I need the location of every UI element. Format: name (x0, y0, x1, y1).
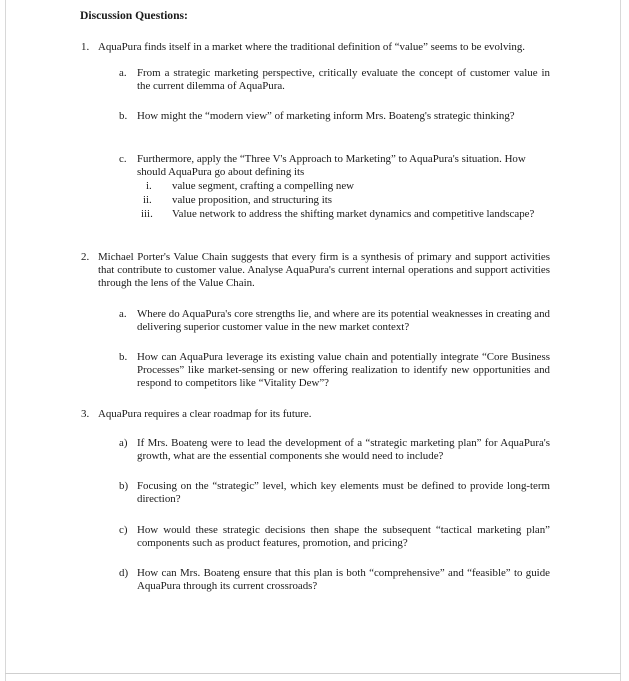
question-1c-iii-label: iii. (141, 208, 153, 220)
question-1c-text: Furthermore, apply the “Three V's Approach to Marketing” to AquaPura's situation. How should AquaPura go about defining its (137, 153, 526, 179)
question-3a-text: If Mrs. Boateng were to lead the development of a “strategic marketing plan” for AquaPura's growth, what are the essential components she would need to include? (137, 437, 550, 463)
question-3-number: 3. (81, 408, 90, 420)
page-border-right (620, 0, 621, 681)
question-2a-label: a. (119, 308, 127, 320)
page-border-left (5, 0, 6, 681)
question-3d-text: How can Mrs. Boateng ensure that this plan is both “comprehensive” and “feasible” to guide AquaPura through its current crossroads? (137, 567, 550, 593)
question-3a-label: a) (119, 437, 128, 449)
page-border-bottom (5, 673, 621, 674)
question-2b-text: How can AquaPura leverage its existing value chain and potentially integrate “Core Business Processes” like market-sensing or new offering realization to identify new opportunities and respond to competitors like “Vitality Dew”? (137, 351, 550, 390)
question-3d-label: d) (119, 567, 129, 579)
question-2-text: Michael Porter's Value Chain suggests that every firm is a synthesis of primary and support activities that contribute to customer value. Analyse AquaPura's current internal operations and support activities through the lens of the Value Chain. (98, 251, 550, 290)
question-1b-label: b. (119, 110, 128, 122)
question-1-number: 1. (81, 41, 90, 53)
question-3b-label: b) (119, 480, 129, 492)
question-1-text: AquaPura finds itself in a market where the traditional definition of “value” seems to be evolving. (98, 41, 526, 53)
question-1c-iii-text: Value network to address the shifting market dynamics and competitive landscape? (172, 208, 535, 220)
question-1a-label: a. (119, 67, 127, 79)
question-2b-label: b. (119, 351, 128, 363)
question-3c-text: How would these strategic decisions then shape the subsequent “tactical marketing plan” components such as product features, promotion, and pricing? (137, 524, 550, 550)
question-1c-i-label: i. (146, 180, 152, 192)
question-3c-label: c) (119, 524, 128, 536)
question-2-number: 2. (81, 251, 90, 263)
question-1b-text: How might the “modern view” of marketing inform Mrs. Boateng's strategic thinking? (137, 110, 515, 122)
question-1a-text: From a strategic marketing perspective, critically evaluate the concept of customer value in the current dilemma of AquaPura. (137, 67, 550, 93)
question-1c-ii-label: ii. (143, 194, 152, 206)
question-3-text: AquaPura requires a clear roadmap for its future. (98, 408, 312, 420)
page-title: Discussion Questions: (80, 9, 188, 22)
question-2a-text: Where do AquaPura's core strengths lie, and where are its potential weaknesses in creating and delivering superior customer value in the new market context? (137, 308, 550, 334)
question-1c-ii-text: value proposition, and structuring its (172, 194, 333, 206)
question-1c-label: c. (119, 153, 127, 165)
question-3b-text: Focusing on the “strategic” level, which key elements must be defined to provide long-term direction? (137, 480, 550, 506)
question-1c-i-text: value segment, crafting a compelling new (172, 180, 355, 192)
